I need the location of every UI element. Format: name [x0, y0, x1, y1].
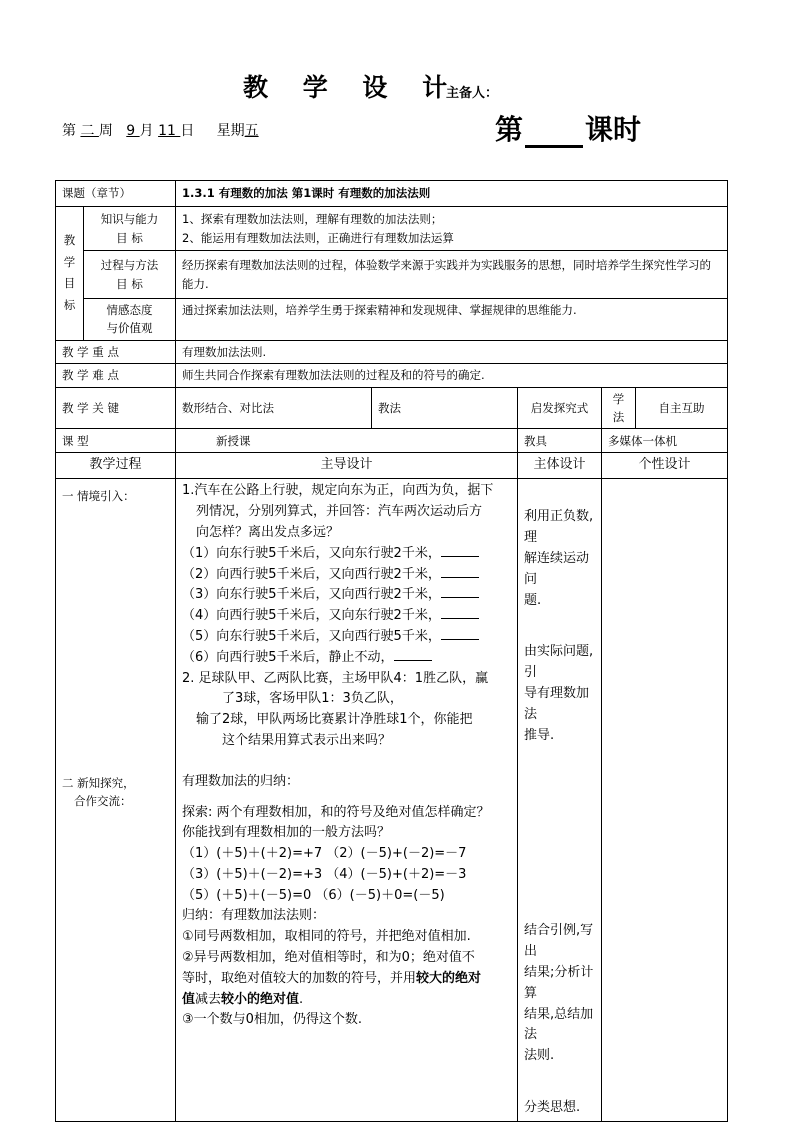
study-value: 自主互助: [636, 387, 728, 429]
lesson-period: [495, 108, 641, 148]
problem2-line1: 2. 足球队甲、乙两队比赛，主场甲队4：1胜乙队，赢: [182, 670, 489, 686]
key-text: 有理数加法法则.: [176, 340, 728, 363]
subject-design: 利用正负数,理 解连续运动问 题. 由实际问题,引 导有理数加法 推导. 结合引例,写出 结果;分析计算 结果,总结加法 法则. 分类思想.: [518, 479, 602, 1121]
crux-label: 教 学 关 键: [56, 387, 176, 429]
rule-2-line3: 值减去较小的绝对值.: [182, 991, 304, 1007]
equation-row-3: （5）(＋5)＋(－5)=0 （6）(－5)＋0=(－5): [182, 887, 445, 903]
type-label: 课 型: [56, 429, 176, 453]
problem1-line2: 列情况，分别列算式，并回答：汽车两次运动后方: [196, 504, 483, 520]
section-explore: 二 新知探究，: [62, 775, 135, 790]
goals-label: 教 学 目 标: [56, 207, 84, 341]
item-2: （2）向西行驶5千米后，又向西行驶2千米，: [182, 565, 511, 586]
item-3: （3）向东行驶5千米后，又向西行驶2千米，: [182, 585, 511, 606]
method-value: 启发探究式: [518, 387, 602, 429]
crux-text: 数形结合、对比法: [176, 387, 372, 429]
explore-line2: 你能找到有理数相加的一般方法吗？: [182, 825, 391, 841]
date-line: [62, 120, 259, 140]
week-value: 二: [80, 123, 99, 139]
rule-1: ①同号两数相加，取相同的符号，并把绝对值相加.: [182, 929, 471, 945]
type-value: 新授课: [176, 429, 518, 453]
lesson-prefix: 第: [495, 113, 524, 146]
topic-label: 课题（章节）: [56, 181, 176, 207]
preparer-label: 主备人：: [446, 86, 499, 101]
difficulty-label: 教 学 难 点: [56, 364, 176, 387]
col-main: 主导设计: [176, 453, 518, 479]
explore-line1: 探索: 两个有理数相加，和的符号及绝对值怎样确定？: [182, 804, 490, 820]
col-process: 教学过程: [56, 453, 176, 479]
problem2-line2: 了3球，客场甲队1：3负乙队，: [222, 691, 403, 707]
problem1-line1: 1.汽车在公路上行驶，规定向东为正，向西为负，据下: [182, 483, 494, 499]
col-subject: 主体设计: [518, 453, 602, 479]
week-prefix: 第: [62, 123, 76, 139]
aids-label: 教具: [518, 429, 602, 453]
lesson-suffix: 课时: [585, 113, 642, 146]
aids-value: 多媒体一体机: [602, 429, 728, 453]
section-explore-sub: 合作交流：: [74, 794, 132, 809]
lesson-plan-table: [55, 180, 728, 1122]
day-suffix: 日: [180, 123, 195, 139]
equation-row-2: （3）(＋5)＋(－2)=+3 （4）(－5)+(＋2)=－3: [182, 866, 467, 882]
col-personal: 个性设计: [602, 453, 728, 479]
equation-row-1: （1）(＋5)＋(＋2)=+7 （2）(－5)+(－2)=－7: [182, 846, 467, 862]
problem1-line3: 向怎样？离出发点多远？: [196, 524, 340, 540]
summary-title: 有理数加法的归纳：: [182, 773, 300, 789]
topic-value: 1.3.1 有理数的加法 第1课时 有理数的加法法则: [176, 181, 728, 207]
item-4: （4）向西行驶5千米后，又向东行驶2千米，: [182, 606, 511, 627]
emotion-text: 通过探索加法法则，培养学生勇于探索精神和发现规律、掌握规律的思维能力.: [176, 299, 728, 341]
item-1: （1）向东行驶5千米后，又向东行驶2千米，: [182, 544, 511, 565]
week-suffix: 周: [98, 123, 113, 139]
key-label: 教 学 重 点: [56, 340, 176, 363]
emotion-label: 情感态度 与价值观: [84, 299, 176, 341]
difficulty-text: 师生共同合作探索有理数加法法则的过程及和的符号的确定.: [176, 364, 728, 387]
item-6: （6）向西行驶5千米后，静止不动，: [182, 648, 511, 669]
rule-2-line1: ②异号两数相加，绝对值相等时，和为0；绝对值不: [182, 950, 475, 966]
knowledge-text: 1、探索有理数加法法则，理解有理数的加法法则； 2、能运用有理数加法法则，正确进行有理数加法运算: [176, 207, 728, 251]
lesson-blank: [525, 119, 583, 148]
item-5: （5）向东行驶5千米后，又向西行驶5千米，: [182, 627, 511, 648]
main-design: [176, 479, 518, 1121]
weekday-prefix: 星期: [216, 123, 245, 139]
method-label: 教法: [372, 387, 518, 429]
page-title: 教 学 设 计: [243, 73, 461, 102]
process-text: 经历探索有理数加法法则的过程，体验数学来源于实践并为实践服务的思想，同时培养学生探究性学习的能力.: [176, 251, 728, 299]
weekday-value: 五: [244, 123, 259, 139]
month-value: 9: [126, 123, 140, 139]
rule-title: 归纳：有理数加法法则：: [182, 908, 326, 924]
process-sections: [56, 479, 176, 1121]
rule-2-line2: 等时，取绝对值较大的加数的符号，并用较大的绝对: [182, 970, 482, 986]
process-label: 过程与方法 目 标: [84, 251, 176, 299]
study-label: 学法: [602, 387, 636, 429]
rule-3: ③一个数与0相加，仍得这个数.: [182, 1012, 363, 1028]
problem2-line4: 这个结果用算式表示出来吗？: [222, 732, 392, 748]
section-intro: 一 情境引入：: [62, 489, 135, 504]
day-value: 11: [158, 123, 181, 139]
personal-design[interactable]: [602, 479, 728, 1121]
problem2-line3: 输了2球，甲队两场比赛累计净胜球1个，你能把: [196, 712, 473, 728]
month-suffix: 月: [139, 123, 154, 139]
knowledge-label: 知识与能力 目 标: [84, 207, 176, 251]
